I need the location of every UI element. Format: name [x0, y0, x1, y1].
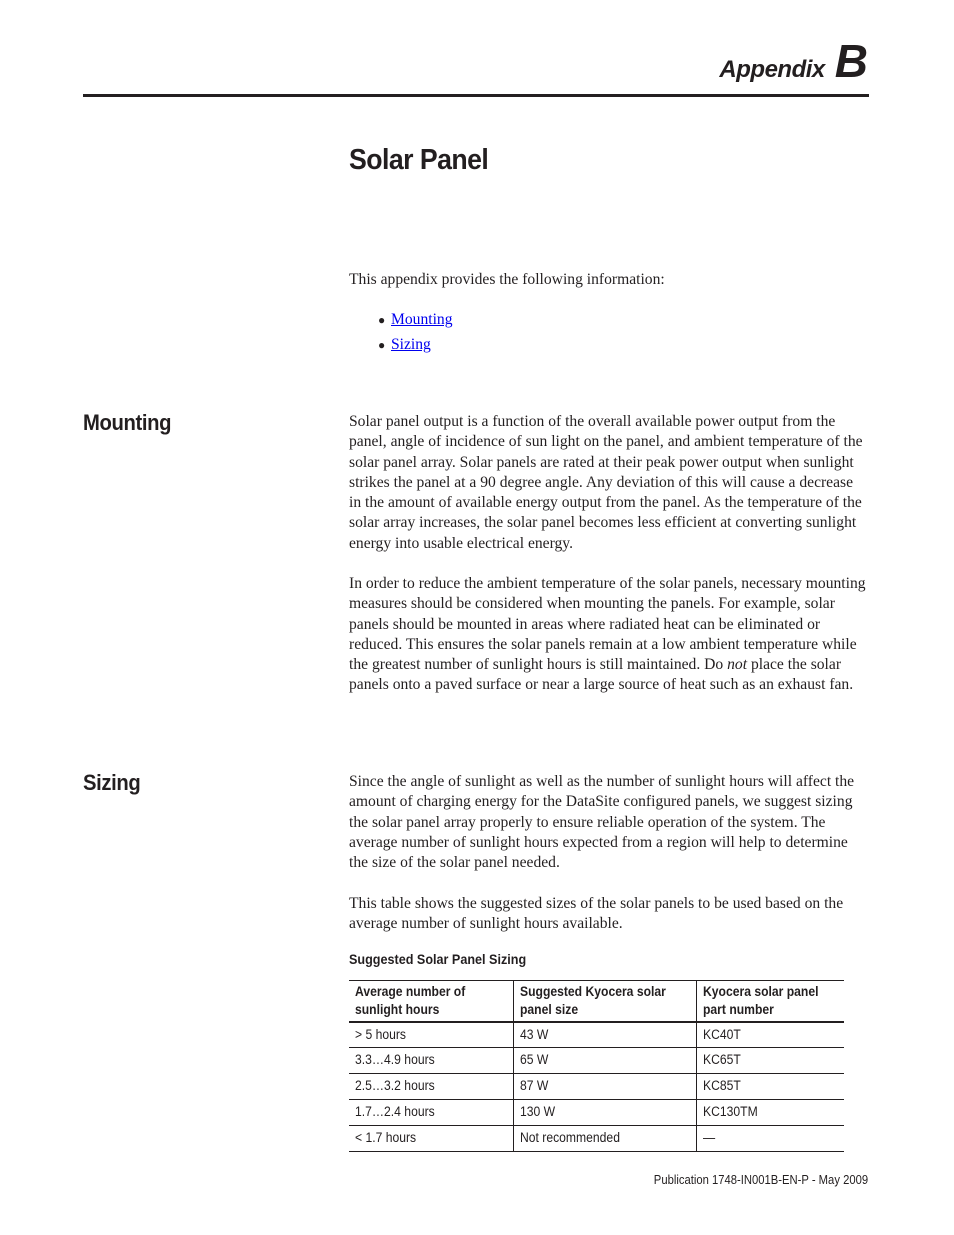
- table-title: Suggested Solar Panel Sizing: [349, 951, 527, 967]
- mounting-paragraph-1: Solar panel output is a function of the overall available power output from the panel, angle of incidence of sun light on the panel, and ambient temperature of the solar panel array. Solar panels are rated at their peak power output when sunlight strikes the panel at a 90 degree angle. Any deviation of this will cause a decrease in the amount of available energy output from the panel. As the temperature of the solar array increases, the solar panel becomes less efficient at converting sunlight energy into usable electrical energy.: [349, 413, 863, 552]
- mounting-p2-text-end: place the solar panels onto a paved surface or near a large source of heat such as an exhaust fan.: [349, 656, 854, 694]
- chapter-title: Solar Panel: [349, 144, 489, 176]
- header-line: Suggested Kyocera solar: [519, 984, 666, 999]
- cell-part-number: KC130TM: [697, 1100, 844, 1126]
- header-line: Average number of: [355, 984, 466, 999]
- mounting-heading: Mounting: [83, 410, 172, 435]
- table-row: [349, 1126, 844, 1152]
- cell-panel-size: Not recommended: [513, 1126, 696, 1152]
- top-divider: [83, 94, 869, 97]
- cell-sunlight-hours: 2.5…3.2 hours: [355, 1078, 435, 1093]
- mounting-p2-emphasis: not: [727, 656, 748, 674]
- sizing-paragraph-2: This table shows the suggested sizes of the solar panels to be used based on the average number of sunlight hours available.: [349, 895, 844, 933]
- sizing-heading: Sizing: [83, 770, 141, 795]
- appendix-heading: [719, 34, 868, 88]
- header-panel-size: [513, 981, 696, 1022]
- cell-sunlight-hours: < 1.7 hours: [355, 1130, 417, 1145]
- bullet-icon: ●: [378, 313, 386, 327]
- header-line: panel size: [519, 1002, 578, 1017]
- appendix-letter: B: [834, 35, 868, 87]
- toc-link-mounting[interactable]: Mounting: [391, 311, 453, 328]
- mounting-paragraph-2: [349, 574, 869, 696]
- header-sunlight-hours: [349, 981, 513, 1022]
- cell-panel-size: 43 W: [513, 1022, 696, 1048]
- cell-part-number: KC85T: [697, 1074, 844, 1100]
- solar-sizing-table: [349, 980, 844, 1152]
- cell-panel-size: 65 W: [513, 1048, 696, 1074]
- header-line: part number: [703, 1002, 774, 1017]
- table-row: [349, 1100, 844, 1126]
- publication-footer: Publication 1748-IN001B-EN-P - May 2009: [653, 1173, 868, 1187]
- toc-item: [378, 335, 453, 360]
- header-part-number: [697, 981, 844, 1022]
- table-row: [349, 1074, 844, 1100]
- appendix-label: Appendix: [719, 56, 825, 83]
- cell-part-number: KC65T: [697, 1048, 844, 1074]
- cell-sunlight-hours: 3.3…4.9 hours: [355, 1052, 435, 1067]
- toc-link-sizing[interactable]: Sizing: [391, 336, 431, 353]
- cell-sunlight-hours: 1.7…2.4 hours: [355, 1104, 435, 1119]
- table-header-row: [349, 981, 844, 1022]
- sizing-paragraph-1: Since the angle of sunlight as well as the number of sunlight hours will affect the amount of charging energy for the DataSite configured panels, we suggest sizing the solar panel array properly to ensure reliable operation of the system. The average number of sunlight hours expected from a region will help to determine the size of the solar panel needed.: [349, 773, 855, 872]
- cell-part-number: —: [697, 1126, 844, 1152]
- intro-text: This appendix provides the following information:: [349, 271, 665, 288]
- toc-item: [378, 310, 453, 335]
- header-line: sunlight hours: [355, 1002, 440, 1017]
- cell-part-number: KC40T: [697, 1022, 844, 1048]
- cell-panel-size: 130 W: [513, 1100, 696, 1126]
- header-line: Kyocera solar panel: [703, 984, 819, 999]
- table-row: [349, 1048, 844, 1074]
- cell-sunlight-hours: > 5 hours: [355, 1026, 407, 1042]
- toc-list: [378, 310, 453, 360]
- bullet-icon: ●: [378, 338, 386, 352]
- table-row: [349, 1022, 844, 1048]
- cell-panel-size: 87 W: [513, 1074, 696, 1100]
- mounting-p2-text: In order to reduce the ambient temperature of the solar panels, necessary mounting measures should be considered when mounting the panels. For example, solar panels should be mounted in areas where radiated heat can be eliminated or reduced. This ensures the solar panels remain at a low ambient temperature while the greatest number of sunlight hours is still maintained. Do: [349, 575, 866, 674]
